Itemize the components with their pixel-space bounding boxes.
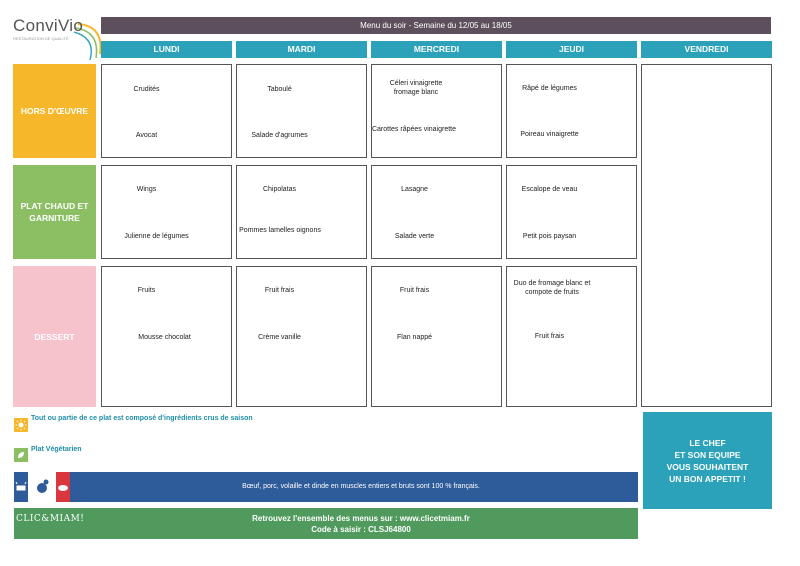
menu-item: Salade verte: [394, 233, 435, 240]
chef-line: VOUS SOUHAITENT: [666, 461, 749, 472]
menu-item: Poireau vinaigrette: [520, 131, 579, 138]
menu-item: Avocat: [135, 132, 158, 139]
menu-item: Râpé de légumes: [522, 85, 577, 92]
menu-item: Salade d'agrumes: [251, 132, 308, 139]
site-line-1[interactable]: Retrouvez l'ensemble des menus sur : www.clicetmiam.fr: [252, 514, 470, 523]
menu-cell-mercredi-plat: [371, 165, 502, 259]
chef-message: [643, 412, 772, 509]
legend-seasonal: Tout ou partie de ce plat est composé d'ingrédients crus de saison: [31, 415, 253, 422]
menu-cell-mercredi-hors: [371, 64, 502, 158]
day-header-mercredi: MERCREDI: [371, 41, 502, 58]
menu-item: Crudités: [133, 86, 160, 93]
menu-item: Taboulé: [267, 86, 292, 93]
category-plat-chaud: PLAT CHAUD ET GARNITURE: [13, 165, 96, 259]
chef-line: ET SON EQUIPE: [674, 449, 741, 460]
menu-item: Fruit frais: [264, 287, 295, 294]
meat-origin-text: Bœuf, porc, volaille et dinde en muscles entiers et bruts sont 100 % français.: [242, 483, 480, 490]
cow-icon: [14, 472, 28, 502]
logo-tagline: RESTAURATION DE QUALITÉ: [13, 36, 69, 41]
menu-item: Fruit frais: [534, 333, 565, 340]
menu-item: Chipolatas: [262, 186, 297, 193]
menu-cell-lundi-plat: [101, 165, 232, 259]
menu-item: Duo de fromage blanc et compote de fruits: [513, 280, 591, 296]
chef-line: UN BON APPETIT !: [669, 473, 746, 484]
menu-cell-jeudi-hors: [506, 64, 637, 158]
legend-vegetarian: Plat Végétarien: [31, 446, 82, 453]
menu-item: Petit pois paysan: [522, 233, 577, 240]
site-line-2: Code à saisir : CLSJ64800: [311, 525, 411, 534]
menu-item: Fruit frais: [399, 287, 430, 294]
menu-cell-lundi-dessert: [101, 266, 232, 407]
logo-text: ConviVio: [13, 16, 84, 35]
menu-cell-mardi-dessert: [236, 266, 367, 407]
seasonal-sun-icon: [14, 418, 28, 432]
chef-line: LE CHEF: [689, 437, 726, 448]
menu-cell-jeudi-plat: [506, 165, 637, 259]
site-info-bar: [14, 508, 638, 539]
day-header-vendredi: VENDREDI: [641, 41, 772, 58]
menu-item: Flan nappé: [396, 334, 433, 341]
menu-item: Lasagne: [401, 186, 428, 193]
vegetarian-leaf-icon: [14, 448, 28, 462]
menu-item: Céleri vinaigrette fromage blanc: [389, 80, 443, 96]
menu-item: Pommes lamelles oignons: [239, 227, 321, 234]
pig-icon: [56, 472, 70, 502]
menu-item: Julienne de légumes: [124, 233, 189, 240]
menu-cell-mardi-plat: [236, 165, 367, 259]
menu-item: Carottes râpées vinaigrette: [371, 126, 457, 133]
menu-cell-lundi-hors: [101, 64, 232, 158]
menu-title: Menu du soir - Semaine du 12/05 au 18/05: [101, 17, 771, 34]
category-dessert: DESSERT: [13, 266, 96, 407]
menu-item: Fruits: [137, 287, 156, 294]
category-hors-doeuvre: HORS D'ŒUVRE: [13, 64, 96, 158]
meat-origin-bar: [14, 472, 638, 502]
menu-cell-mercredi-dessert: [371, 266, 502, 407]
clicmiam-logo: CLIC&MIAM!: [16, 514, 85, 524]
menu-item: Crème vanille: [258, 334, 301, 341]
menu-item: Wings: [136, 186, 157, 193]
day-header-mardi: MARDI: [236, 41, 367, 58]
day-header-lundi: LUNDI: [101, 41, 232, 58]
menu-item: Escalope de veau: [521, 186, 578, 193]
menu-cell-mardi-hors: [236, 64, 367, 158]
menu-item: Mousse chocolat: [138, 334, 191, 341]
chicken-icon: [28, 472, 56, 502]
menu-cell-jeudi-dessert: [506, 266, 637, 407]
menu-cell-vendredi: [641, 64, 772, 407]
day-header-jeudi: JEUDI: [506, 41, 637, 58]
